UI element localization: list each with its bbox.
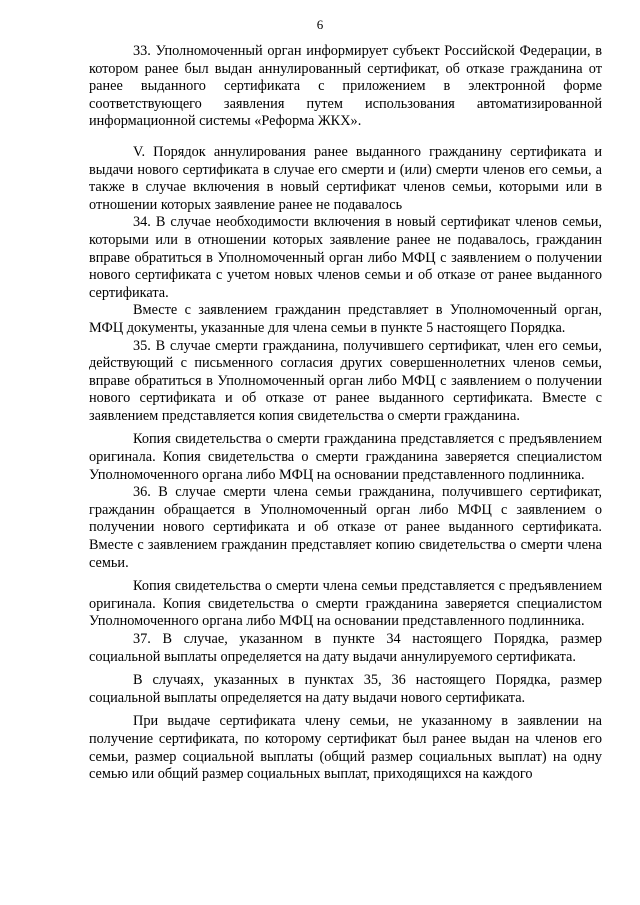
paragraph-35-copy: Копия свидетельства о смерти гражданина представляется с предъявлением оригинала. Копия свидетельства о смерти гражданина заверяется специалистом Уполномоченного органа либо МФЦ на основании представленного подлинника.	[89, 431, 602, 483]
document-body	[89, 43, 602, 784]
page-number: 6	[316, 17, 324, 32]
paragraph-33: 33. Уполномоченный орган информирует субъект Российской Федерации, в котором ранее был выдан аннулированный сертификат, об отказе гражданина от ранее выданного сертификата с приложением в электронной форме соответствующего заявления путем использования автоматизированной информационной системы «Реформа ЖКХ».	[89, 43, 602, 130]
paragraph-37-new-certificate: В случаях, указанных в пунктах 35, 36 настоящего Порядка, размер социальной выплаты определяется на дату выдачи нового сертификата.	[89, 672, 602, 706]
paragraph-34: 34. В случае необходимости включения в новый сертификат членов семьи, которыми или в отношении которых заявление ранее не подавалось, гражданин вправе обратиться в Уполномоченный орган либо МФЦ с заявлением о получении нового сертификата с учетом новых членов семьи и об отказе от ранее выданного сертификата.	[89, 214, 602, 301]
paragraph-36-copy: Копия свидетельства о смерти члена семьи представляется с предъявлением оригинала. Копия свидетельства о смерти гражданина заверяется специалистом Уполномоченного органа либо МФЦ на основании представленного подлинника.	[89, 578, 602, 630]
paragraph-36: 36. В случае смерти члена семьи гражданина, получившего сертификат, гражданин обращается в Уполномоченный орган либо МФЦ с заявлением о получении нового сертификата и об отказе от ранее выданного сертификата. Вместе с заявлением гражданин представляет копию свидетельства о смерти члена семьи.	[89, 484, 602, 571]
paragraph-34-documents: Вместе с заявлением гражданин представляет в Уполномоченный орган, МФЦ документы, указанные для члена семьи в пункте 5 настоящего Порядка.	[89, 302, 602, 336]
paragraph-35: 35. В случае смерти гражданина, получившего сертификат, член его семьи, действующий с письменного согласия других совершеннолетних членов семьи, вправе обратиться в Уполномоченный орган либо МФЦ с заявлением о получении нового сертификата и об отказе от ранее выданного сертификата. Вместе с заявлением представляется копия свидетельства о смерти гражданина.	[89, 337, 602, 424]
section-heading-v: V. Порядок аннулирования ранее выданного гражданину сертификата и выдачи нового сертификата в случае его смерти и (или) смерти членов его семьи, а также в случае включения в новый сертификат членов семьи, которыми или в отношении которых заявление ранее не подавалось	[89, 143, 602, 213]
paragraph-37-family-member: При выдаче сертификата члену семьи, не указанному в заявлении на получение сертификата, по которому сертификат был ранее выдан на членов его семьи, размер социальной выплаты (общий размер социальных выплат) на одну семью или общий размер социальных выплат, приходящихся на каждого	[89, 713, 602, 783]
paragraph-37: 37. В случае, указанном в пункте 34 настоящего Порядка, размер социальной выплаты определяется на дату выдачи аннулируемого сертификата.	[89, 631, 602, 665]
